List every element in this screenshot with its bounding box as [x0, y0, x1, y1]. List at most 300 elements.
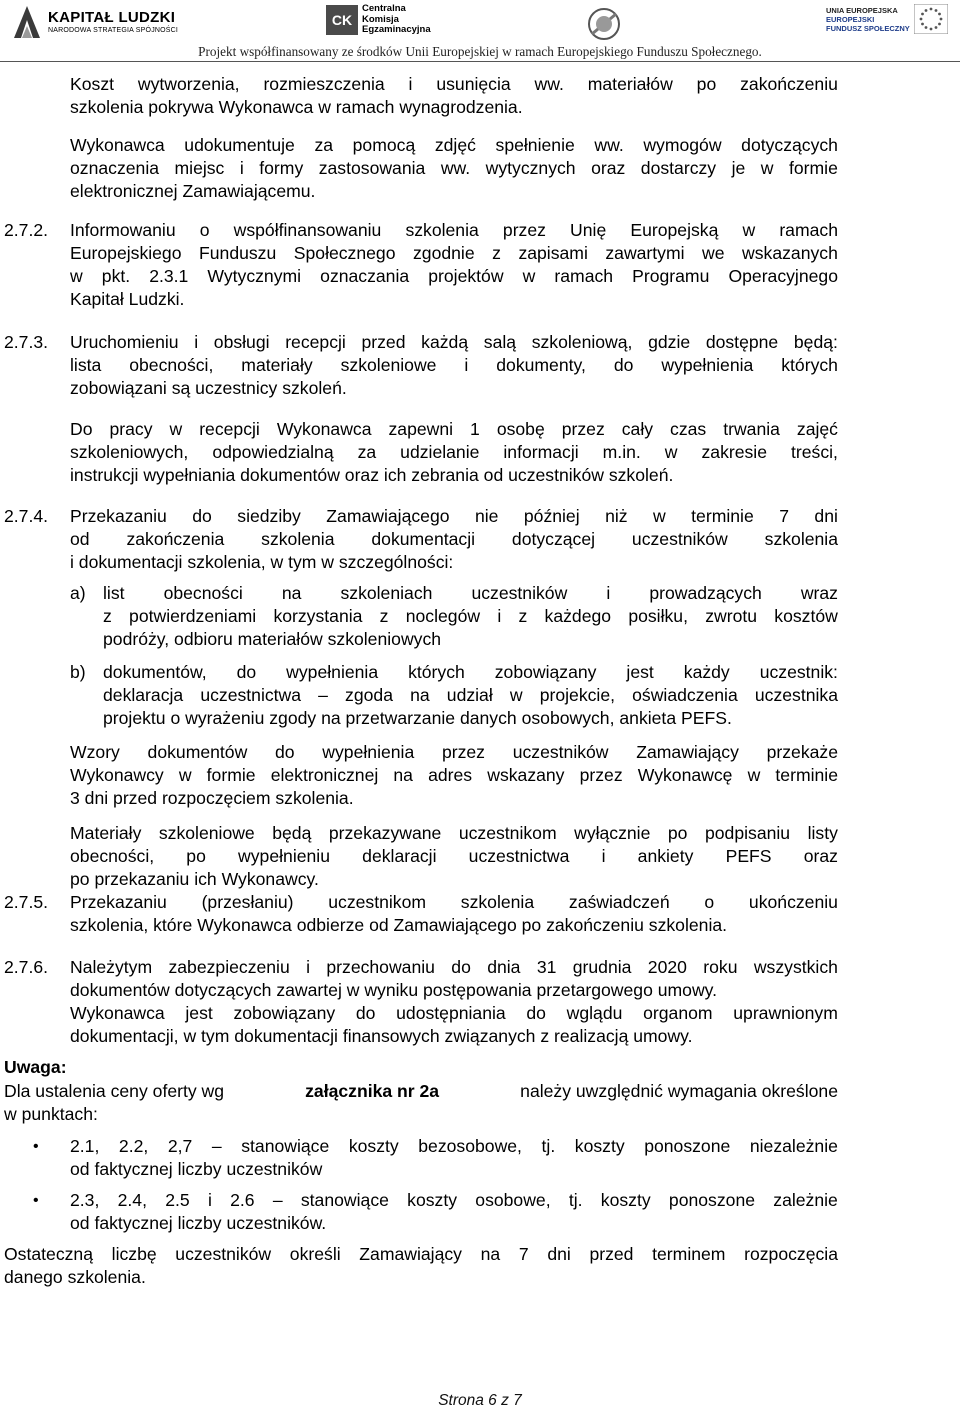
word: których: [408, 662, 465, 682]
word: cały: [621, 419, 654, 439]
word: 2,7: [167, 1136, 193, 1156]
line-text: podróży, odbioru materiałów szkoleniowych: [103, 629, 442, 649]
line-text: [70, 528, 838, 551]
word: 2.5: [165, 1190, 190, 1210]
word: jest: [185, 1003, 213, 1023]
word: pracy: [109, 419, 153, 439]
word: uczestnikom: [328, 892, 427, 912]
word: po: [667, 823, 688, 843]
line-text: [70, 354, 838, 377]
word: uczestników: [631, 529, 728, 549]
word: po: [186, 846, 206, 866]
word: w: [664, 442, 678, 462]
word: Wykonawca: [70, 135, 165, 155]
word: jest: [626, 662, 654, 682]
line-text: szkolenia pokrywa Wykonawca w ramach wynagrodzenia.: [70, 97, 523, 117]
line-text: [70, 73, 838, 96]
word: recepcji: [199, 419, 260, 439]
word: przez: [561, 419, 605, 439]
word: o: [704, 892, 715, 912]
text-line: [0, 956, 960, 980]
text-line: [0, 134, 960, 158]
word: obecności,: [70, 846, 155, 866]
word: oraz: [803, 846, 838, 866]
word: przed: [361, 332, 406, 352]
section-number: 2.7.3.: [4, 332, 49, 352]
line-text: dokumentacji, w tym dokumentacji finansowych związanych z realizacją umowy.: [70, 1026, 693, 1046]
line-text: [103, 684, 838, 707]
word: uczestnikom: [458, 823, 557, 843]
word: oznaczenia: [70, 158, 160, 178]
word: uczestnik:: [759, 662, 838, 682]
word: dokumentacji: [371, 529, 476, 549]
word: w: [169, 419, 183, 439]
word: w: [747, 765, 761, 785]
word: zgoda: [345, 685, 393, 705]
text-line: [0, 73, 960, 97]
text-line: [0, 331, 960, 355]
word: –: [318, 685, 328, 705]
word: zakresie: [701, 442, 767, 462]
word: dnia: [487, 957, 521, 977]
word: zabezpieczeniu: [168, 957, 290, 977]
word: elektronicznej: [270, 765, 379, 785]
word: zajęć: [796, 419, 838, 439]
word: w: [522, 266, 536, 286]
line-text: [70, 822, 838, 845]
word: Przekazaniu: [70, 506, 167, 526]
word: oznaczania: [320, 266, 410, 286]
section-number: 2.7.2.: [4, 220, 49, 240]
text-line: [0, 551, 960, 575]
cke-badge: CK: [326, 5, 358, 35]
word: przekazywane: [328, 823, 442, 843]
word: ww.: [534, 74, 564, 94]
word: osobowe,: [475, 1190, 551, 1210]
word: po: [696, 74, 717, 94]
word: wszystkich: [753, 957, 838, 977]
text-line: [0, 822, 960, 846]
word: ww.: [440, 158, 471, 178]
word: 7: [518, 1244, 529, 1264]
word: szkolenia: [261, 529, 335, 549]
text-line: [0, 1212, 960, 1236]
word: o: [199, 220, 210, 240]
word: od: [70, 529, 90, 549]
bullet-icon: •: [33, 1138, 39, 1155]
word: wraz: [800, 583, 838, 603]
word: 2.3,: [70, 1190, 100, 1210]
word: bezosobowe,: [418, 1136, 522, 1156]
word: do: [451, 957, 471, 977]
header-divider: [0, 61, 960, 62]
text-line: [0, 764, 960, 788]
word: za: [314, 135, 334, 155]
word: wytworzenia,: [137, 74, 240, 94]
line-text: [103, 661, 838, 684]
line-text: [70, 219, 838, 242]
line-text: [70, 242, 838, 265]
ue-line-1: UNIA EUROPEJSKA: [826, 5, 898, 15]
line-text: [4, 1243, 838, 1266]
word: ramach: [779, 220, 838, 240]
word: z: [379, 606, 389, 626]
word: obecności,: [129, 355, 214, 375]
word: Ostateczną: [4, 1244, 93, 1264]
word: zaświadczeń: [568, 892, 670, 912]
word: zapewni: [388, 419, 454, 439]
ue-line-3: FUNDUSZ SPOŁECZNY: [826, 23, 910, 33]
word: kosztów: [774, 606, 838, 626]
ue-efs-logo: [826, 4, 948, 34]
word: dni: [547, 1244, 571, 1264]
line-text: [70, 1135, 838, 1158]
word: udostępniania: [396, 1003, 506, 1023]
word: przez: [579, 765, 623, 785]
text-line: [0, 628, 960, 652]
word: szkoleniowe: [158, 823, 255, 843]
text-line: [0, 441, 960, 465]
word: z: [103, 606, 112, 626]
note-heading: Uwaga:: [4, 1057, 67, 1077]
text-line: [0, 979, 960, 1003]
line-text: od faktycznej liczby uczestników: [70, 1159, 323, 1179]
word: zobowiązany: [494, 662, 597, 682]
text-line: [0, 219, 960, 243]
word: roku: [703, 957, 738, 977]
word: list: [103, 583, 125, 603]
text-line: [0, 1080, 960, 1104]
word: do: [275, 742, 295, 762]
word: zawartymi: [605, 243, 685, 263]
line-text: [70, 418, 838, 441]
line-text: [103, 605, 838, 628]
word: i: [408, 74, 413, 94]
word: materiałów: [587, 74, 673, 94]
word: 31: [536, 957, 557, 977]
word: i: [207, 1190, 212, 1210]
word: każdy: [683, 662, 730, 682]
word: noclegów: [405, 606, 481, 626]
word: dotyczącej: [511, 529, 596, 549]
line-text: [103, 582, 838, 605]
line-text: dokumentów dotyczących zawartej w wyniku postępowania przetargowego umowy.: [70, 980, 718, 1000]
word: dostarczy: [640, 158, 717, 178]
text-line: [0, 741, 960, 765]
text-line: [0, 528, 960, 552]
word: Programu: [632, 266, 710, 286]
word: uczestnictwa: [200, 685, 302, 705]
text-line: [0, 868, 960, 892]
word: szkolenia: [764, 529, 838, 549]
word: zobowiązany: [233, 1003, 336, 1023]
word: rozpoczęcia: [744, 1244, 838, 1264]
line-text: [70, 441, 838, 464]
word: obecności: [163, 583, 243, 603]
text-line: [0, 1158, 960, 1182]
word: osobę: [496, 419, 545, 439]
word: Europejską: [630, 220, 719, 240]
word: niż: [605, 506, 628, 526]
word: na: [410, 685, 430, 705]
word: za: [357, 442, 377, 462]
word: niezależnie: [749, 1136, 838, 1156]
word: organom: [643, 1003, 713, 1023]
word: deklaracja: [103, 685, 184, 705]
word: Zamawiającego: [326, 506, 450, 526]
word: Do: [70, 419, 93, 439]
note-text: [4, 1080, 838, 1103]
word: potwierdzeniami: [129, 606, 257, 626]
text-line: [0, 1002, 960, 1026]
line-text: [70, 505, 838, 528]
word: ponoszone: [668, 1190, 756, 1210]
cke-line-1: Centralna: [362, 3, 406, 14]
eu-flag-icon: [914, 4, 948, 34]
text-line: [0, 661, 960, 685]
word: terminem: [652, 1244, 726, 1264]
word: gdzie: [648, 332, 691, 352]
word: każdego: [544, 606, 612, 626]
kapital-ludzki-emblem-icon: [12, 4, 42, 40]
word: Uruchomieniu: [70, 332, 179, 352]
word: w: [178, 765, 192, 785]
word: każdą: [421, 332, 469, 352]
word: przed: [589, 1244, 634, 1264]
word: dotyczących: [741, 135, 838, 155]
word: na: [393, 765, 413, 785]
bullet-icon: •: [33, 1192, 39, 1209]
text-line: [0, 684, 960, 708]
list-letter: a): [70, 583, 86, 603]
line-text: projektu o wyrażeniu zgody na przetwarzanie danych osobowych, ankieta PEFS.: [103, 708, 732, 728]
word: przez: [502, 220, 546, 240]
word: tj.: [541, 1136, 556, 1156]
word: rozmieszczenia: [263, 74, 385, 94]
word: w: [760, 158, 774, 178]
word: formie: [206, 765, 256, 785]
word: trwania: [723, 419, 780, 439]
word: na: [480, 1244, 501, 1264]
bullet-item: [0, 1189, 960, 1213]
word: PEFS: [725, 846, 772, 866]
word: zdjęć: [434, 135, 476, 155]
word: współfinansowaniu: [233, 220, 382, 240]
word: adres: [428, 765, 473, 785]
word: Funduszu: [199, 243, 277, 263]
word: wypełnienia: [286, 662, 379, 682]
word: je: [731, 158, 746, 178]
word: Koszt: [70, 74, 115, 94]
header-caption: Projekt współfinansowany ze środków Unii Europejskiej w ramach Europejskiego Funduszu Społecznego.: [198, 44, 762, 59]
word: wskazanych: [742, 243, 838, 263]
kl-subtitle: NARODOWA STRATEGIA SPÓJNOŚCI: [48, 26, 179, 34]
word: z: [492, 243, 501, 263]
text-line: [0, 1266, 960, 1290]
word: koszty: [574, 1136, 625, 1156]
word: oświadczenia: [632, 685, 738, 705]
word: treści,: [790, 442, 838, 462]
text-line: [0, 288, 960, 312]
line-text: [70, 331, 838, 354]
word: określi: [289, 1244, 341, 1264]
word: 2020: [647, 957, 687, 977]
word: uprawnionym: [733, 1003, 838, 1023]
word: szkoleniowe: [340, 355, 437, 375]
text-line: [0, 157, 960, 181]
word: 2.2,: [118, 1136, 149, 1156]
text-line: [0, 1025, 960, 1049]
text-line: [0, 377, 960, 401]
word: Społecznego: [293, 243, 396, 263]
text-line: [0, 605, 960, 629]
line-text: [70, 845, 838, 868]
word: wypełnienia: [322, 742, 415, 762]
word: prowadzących: [649, 583, 762, 603]
word: Wzory: [70, 742, 120, 762]
word: Wykonawcę: [637, 765, 733, 785]
word: szkoleniach: [340, 583, 433, 603]
certificate-mark-icon: [584, 6, 624, 47]
cke-line-2: Komisja: [362, 13, 399, 25]
line-text: instrukcji wypełniania dokumentów oraz ich zebrania od uczestników szkoleń.: [70, 465, 674, 485]
word: Zamawiający: [359, 1244, 462, 1264]
note-part-3: należy uwzględnić wymagania określone: [520, 1081, 838, 1101]
word: szkoleniowych,: [70, 442, 189, 462]
word: zależnie: [773, 1190, 838, 1210]
text-line: [0, 787, 960, 811]
line-text: [70, 1189, 838, 1212]
word: później: [523, 506, 580, 526]
word: lista: [70, 355, 102, 375]
word: udokumentuje: [184, 135, 295, 155]
word: zastosowania: [318, 158, 426, 178]
word: podpisaniu: [704, 823, 791, 843]
text-line: [0, 1243, 960, 1267]
word: w: [509, 685, 523, 705]
word: Zamawiający: [636, 742, 739, 762]
word: i: [194, 332, 199, 352]
word: wymogów: [643, 135, 722, 155]
kapital-ludzki-logo: [12, 4, 178, 40]
word: Operacyjnego: [728, 266, 838, 286]
word: szkoleniową,: [531, 332, 633, 352]
word: zakończenia: [126, 529, 225, 549]
line-text: szkolenia, które Wykonawca odbierze od Zamawiającego po zakończeniu szkolenia.: [70, 915, 728, 935]
word: Wykonawca: [70, 1003, 165, 1023]
word: ukończeniu: [748, 892, 838, 912]
word: nie: [474, 506, 499, 526]
word: stanowiące: [300, 1190, 389, 1210]
text-line: [0, 891, 960, 915]
word: terminie: [691, 506, 754, 526]
word: dokumentów: [147, 742, 248, 762]
word: miejsc: [174, 158, 225, 178]
word: szkolenia: [460, 892, 535, 912]
word: projektów: [428, 266, 504, 286]
text-line: [0, 914, 960, 938]
line-text: [70, 956, 838, 979]
word: do: [526, 1003, 546, 1023]
word: ponoszone: [644, 1136, 731, 1156]
ue-line-2: EUROPEJSKI: [826, 14, 875, 24]
text-line: [0, 582, 960, 606]
word: Unię: [570, 220, 607, 240]
word: uczestnictwa: [468, 846, 570, 866]
line-text: [70, 265, 838, 288]
word: 1: [470, 419, 480, 439]
text-line: [0, 505, 960, 529]
line-text: [70, 134, 838, 157]
word: szkolenia: [405, 220, 479, 240]
word: wypełnieniu: [238, 846, 330, 866]
word: obsługi: [213, 332, 270, 352]
word: Materiały: [70, 823, 142, 843]
line-text: 3 dni przed rozpoczęciem szkolenia.: [70, 788, 354, 808]
word: –: [272, 1190, 283, 1210]
line-text: [70, 157, 838, 180]
word: dokumentów,: [103, 662, 207, 682]
word: salą: [483, 332, 517, 352]
word: i: [239, 158, 244, 178]
text-line: [0, 418, 960, 442]
word: usunięcia: [436, 74, 511, 94]
text-line: [0, 707, 960, 731]
word: formy: [259, 158, 304, 178]
word: posiłku,: [628, 606, 688, 626]
word: w: [70, 266, 83, 286]
section-number: 2.7.4.: [4, 506, 49, 526]
line-text: [70, 891, 838, 914]
word: we: [702, 243, 725, 263]
word: koszty: [407, 1190, 458, 1210]
word: pkt.: [101, 266, 131, 286]
attachment-ref: załącznika nr 2a: [305, 1081, 440, 1101]
word: formie: [788, 158, 838, 178]
word: projekcie,: [539, 685, 616, 705]
word: z: [518, 606, 528, 626]
list-letter: b): [70, 662, 86, 682]
text-line: [0, 96, 960, 120]
word: na: [281, 583, 302, 603]
word: będą:: [793, 332, 838, 352]
word: terminie: [775, 765, 838, 785]
word: Informowaniu: [70, 220, 176, 240]
word: udział: [446, 685, 493, 705]
word: 2.6: [230, 1190, 255, 1210]
line-text: [70, 764, 838, 787]
word: czas: [670, 419, 707, 439]
word: uczestnika: [754, 685, 838, 705]
word: –: [211, 1136, 222, 1156]
cke-line-3: Egzaminacyjna: [362, 24, 431, 35]
word: recepcji: [285, 332, 346, 352]
word: i: [306, 957, 311, 977]
word: przekaże: [766, 742, 838, 762]
word: do: [355, 1003, 376, 1023]
word: korzystania: [273, 606, 363, 626]
text-line: [0, 354, 960, 378]
word: wskazany: [487, 765, 565, 785]
word: Wykonawca: [276, 419, 372, 439]
word: 7: [779, 506, 789, 526]
kl-title: KAPITAŁ LUDZKI: [48, 8, 176, 26]
line-text: od faktycznej liczby uczestników.: [70, 1213, 327, 1233]
word: i: [601, 846, 606, 866]
word: materiały: [241, 355, 313, 375]
cke-logo: [326, 4, 431, 36]
word: w: [653, 506, 666, 526]
